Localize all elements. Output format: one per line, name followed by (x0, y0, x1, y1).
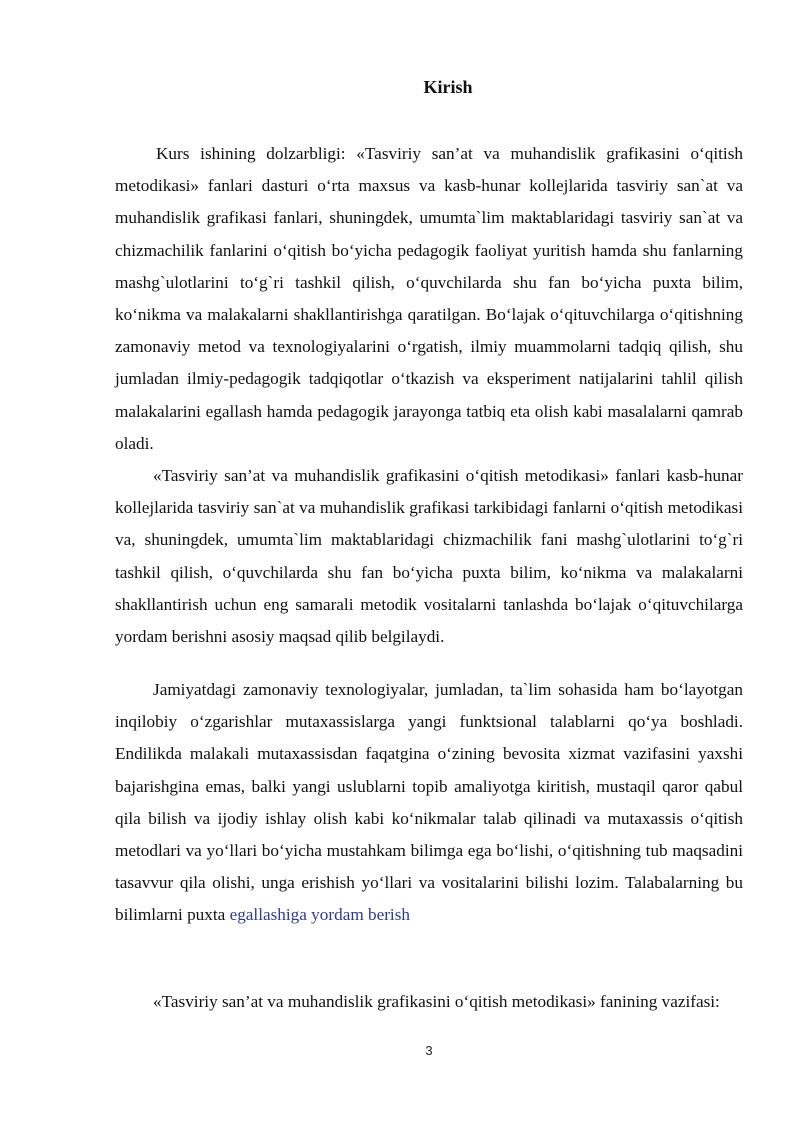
paragraph-body-text: Jamiyatdagi zamonaviy texnologiyalar, jumladan, ta`lim sohasida ham bo‘layotgan inqilobiy o‘zgarishlar mutaxassislarga yangi funktsional talablarni qo‘ya boshladi. Endilikda malakali mutaxassisdan faqatgina o‘zining bevosita xizmat vazifasini yaxshi bajarishgina emas, balki yangi uslublarni topib amaliyotga kiritish, mustaqil qaror qabul qila bilish va ijodiy ishlay olish kabi ko‘nikmalar talab qilinadi va mutaxassis o‘qitish metodlari va yo‘llari bo‘yicha mustahkam bilimga ega bo‘lishi, o‘qitishning tub maqsadini tasavvur qila olishi, unga erishish yo‘llari va vositalarini bilishi lozim. Talabalarning bu bilimlarni puxta (115, 680, 743, 925)
paragraph-relevance: Kurs ishining dolzarbligi: «Tasviriy san’at va muhandislik grafikasini o‘qitish metodikasi» fanlari dasturi o‘rta maxsus va kasb-hunar kollejlarida tasviriy san`at va muhandislik grafikasi fanlari, shuningdek, umumta`lim maktablaridagi tasviriy san`at va chizmachilik fanlarini o‘qitish bo‘yicha pedagogik faoliyat yuritish hamda shu fanlarning mashg`ulotlarini to‘g`ri tashkil qilish, o‘quvchilarda shu fan bo‘yicha puxta bilim, ko‘nikma va malakalarni shakllantirishga qaratilgan. Bo‘lajak o‘qituvchilarga o‘qitishning zamonaviy metod va texnologiyalarini o‘rgatish, ilmiy muammolarni tadqiq qilish, shu jumladan ilmiy-pedagogik tadqiqotlar o‘tkazish va eksperiment natijalarini tahlil qilish malakalarini egallash hamda pedagogik jarayonga tatbiq eta olish kabi masalalarni qamrab oladi. (115, 144, 743, 453)
paragraph-subject-tasks: «Tasviriy san’at va muhandislik grafikasini o‘qitish metodikasi» fanining vazifasi: (153, 992, 720, 1011)
highlighted-text-link[interactable]: egallashiga yordam berish (229, 905, 410, 925)
page-number: 3 (425, 1043, 433, 1058)
paragraph-course-goal: «Tasviriy san’at va muhandislik grafikasini o‘qitish metodikasi» fanlari kasb-hunar kollejlarida tasviriy san`at va muhandislik grafikasi tarkibidagi fanlarni o‘qitish metodikasi va, shuningdek, umumta`lim maktablaridagi chizmachilik fani mashg`ulotlarini to‘g`ri tashkil qilish, o‘quvchilarda shu fan bo‘yicha puxta bilim, ko‘nikma va malakalarni shakllantirish uchun eng samarali metodik vositalarni tanlashda bo‘lajak o‘qituvchilarga yordam berishni asosiy maqsad qilib belgilaydi. (115, 466, 743, 647)
paragraph-modern-technologies (115, 674, 743, 932)
page-title: Kirish (423, 77, 473, 97)
